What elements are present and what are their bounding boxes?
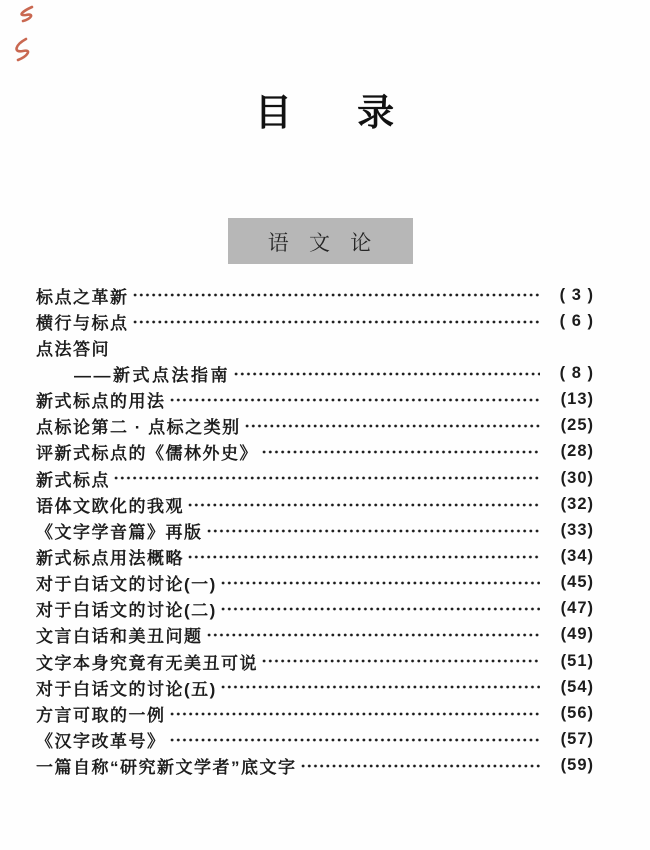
dot-leader bbox=[220, 570, 540, 596]
toc-row bbox=[36, 517, 594, 543]
toc-row bbox=[36, 570, 594, 596]
toc-entry-title: 评新式标点的《儒林外史》 bbox=[36, 444, 258, 464]
dot-leader bbox=[169, 387, 541, 413]
page-number: (49) bbox=[560, 625, 594, 644]
toc-entry-title: 对于白话文的讨论(一) bbox=[36, 575, 217, 595]
toc-entry-title: 一篇自称“研究新文学者”底文字 bbox=[36, 758, 297, 778]
dot-leader bbox=[261, 439, 540, 465]
dot-leader bbox=[261, 648, 540, 674]
toc-row bbox=[36, 387, 594, 413]
page-number: (54) bbox=[560, 677, 594, 696]
dot-leader bbox=[132, 308, 541, 334]
toc-row bbox=[36, 491, 594, 517]
page-number: (56) bbox=[560, 703, 594, 722]
page-number: (59) bbox=[560, 756, 594, 775]
dot-leader bbox=[244, 413, 540, 439]
dot-leader bbox=[113, 465, 540, 491]
toc-row bbox=[36, 726, 594, 752]
dot-leader bbox=[206, 517, 541, 543]
dot-leader bbox=[220, 674, 540, 700]
toc-entry-title: 对于白话文的讨论(五) bbox=[36, 679, 217, 699]
dot-leader bbox=[187, 491, 540, 517]
page-title: 目 录 bbox=[254, 93, 396, 134]
toc-entry-title: 方言可取的一例 bbox=[36, 705, 166, 725]
section-header-box bbox=[228, 218, 413, 264]
toc-entry-title: ——新式点法指南 bbox=[74, 365, 230, 385]
toc-row bbox=[36, 282, 594, 308]
toc-row bbox=[36, 674, 594, 700]
dot-leader bbox=[220, 596, 540, 622]
dot-leader bbox=[233, 360, 540, 386]
page-number: ( 3 ) bbox=[559, 285, 594, 304]
toc-entry-title: 点标论第二 · 点标之类别 bbox=[36, 418, 241, 438]
toc-row bbox=[36, 543, 594, 569]
toc-entry-title: 《汉字改革号》 bbox=[36, 731, 166, 751]
page-number: (57) bbox=[560, 729, 594, 748]
toc-row bbox=[36, 413, 594, 439]
page-number: (13) bbox=[560, 390, 594, 409]
page-number: (51) bbox=[560, 651, 594, 670]
toc-row bbox=[36, 648, 594, 674]
toc-entry-title: 文字本身究竟有无美丑可说 bbox=[36, 653, 258, 673]
toc-entry-title: 新式标点用法概略 bbox=[36, 548, 184, 568]
dot-leader bbox=[169, 726, 541, 752]
dot-leader bbox=[300, 753, 541, 779]
toc-row bbox=[36, 622, 594, 648]
page-number: (45) bbox=[560, 573, 594, 592]
page-number: (32) bbox=[560, 494, 594, 513]
toc-row bbox=[36, 308, 594, 334]
dot-leader bbox=[169, 700, 541, 726]
toc-row bbox=[36, 334, 594, 360]
page-number: (28) bbox=[560, 442, 594, 461]
toc-entry-title: 语体文欧化的我观 bbox=[36, 496, 184, 516]
page-number: ( 8 ) bbox=[559, 363, 594, 382]
toc-row bbox=[36, 360, 594, 386]
toc-entry-title: 《文字学音篇》再版 bbox=[36, 522, 203, 542]
page-number: (47) bbox=[560, 599, 594, 618]
page-number: (33) bbox=[560, 520, 594, 539]
toc-entry-title: 横行与标点 bbox=[36, 313, 129, 333]
page-number: (34) bbox=[560, 546, 594, 565]
page-number: (25) bbox=[560, 416, 594, 435]
toc-entry-title: 新式标点的用法 bbox=[36, 392, 166, 412]
toc-row bbox=[36, 439, 594, 465]
toc-entry-title: 标点之革新 bbox=[36, 287, 129, 307]
dot-leader bbox=[206, 622, 541, 648]
toc-row bbox=[36, 753, 594, 779]
toc-entry-title: 文言白话和美丑问题 bbox=[36, 627, 203, 647]
section-header-label: 语 文 论 bbox=[267, 231, 374, 255]
page-number: (30) bbox=[560, 468, 594, 487]
toc-row bbox=[36, 596, 594, 622]
dot-leader bbox=[187, 543, 540, 569]
dot-leader bbox=[132, 282, 541, 308]
toc-entry-title: 对于白话文的讨论(二) bbox=[36, 601, 217, 621]
page-number: ( 6 ) bbox=[559, 311, 594, 330]
toc-list bbox=[36, 282, 594, 779]
toc-entry-title: 点法答问 bbox=[36, 339, 110, 359]
red-pencil-mark-icon bbox=[4, 2, 48, 64]
toc-entry-title: 新式标点 bbox=[36, 470, 110, 490]
toc-row bbox=[36, 700, 594, 726]
toc-row bbox=[36, 465, 594, 491]
